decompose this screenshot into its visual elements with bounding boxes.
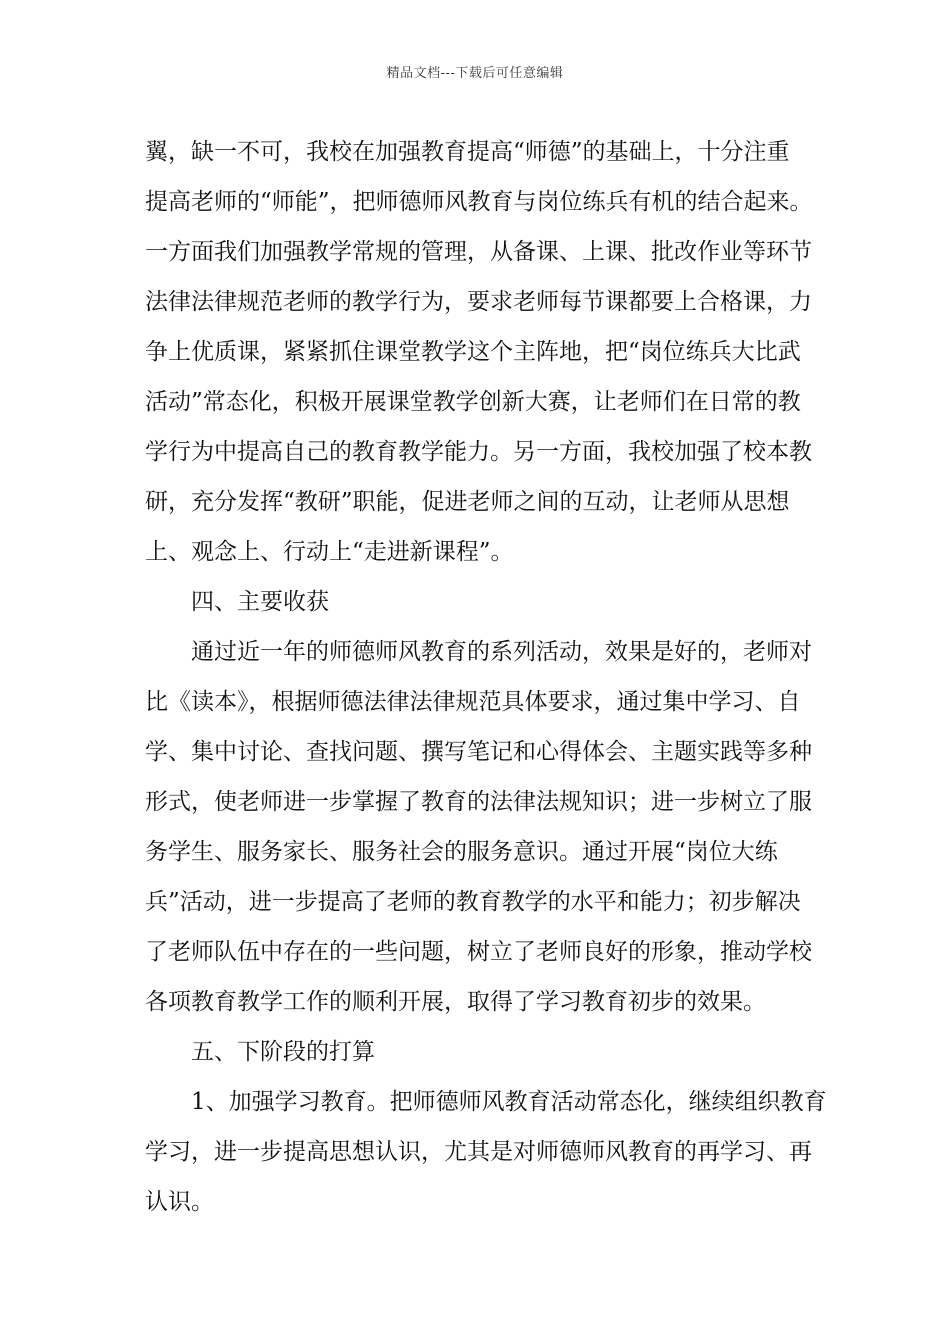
section-heading: 四、主要收获: [191, 589, 329, 615]
text-line: 比《读本》，根据师德法律法律规范具体要求，通过集中学习、自: [145, 689, 801, 715]
document-body: [145, 127, 825, 1227]
text-line: 法律法律规范老师的教学行为，要求老师每节课都要上合格课，力: [145, 289, 812, 315]
text-line: 形式，使老师进一步掌握了教育的法律法规知识；进一步树立了服: [145, 789, 812, 815]
text-line: 学、集中讨论、查找问题、撰写笔记和心得体会、主题实践等多种: [145, 739, 812, 765]
page-header: 精品文档---下载后可任意编辑: [386, 66, 564, 81]
text-line: 研，充分发挥“教研”职能，促进老师之间的互动，让老师从思想: [145, 489, 790, 515]
text-line: 活动”常态化，积极开展课堂教学创新大赛，让老师们在日常的教: [145, 389, 801, 415]
text-line: 兵”活动，进一步提高了老师的教育教学的水平和能力；初步解决: [145, 889, 801, 915]
text-line: 了老师队伍中存在的一些问题，树立了老师良好的形象，推动学校: [145, 939, 812, 965]
text-line: 争上优质课，紧紧抓住课堂教学这个主阵地，把“岗位练兵大比武: [145, 339, 801, 365]
text-line: 学行为中提高自己的教育教学能力。另一方面，我校加强了校本教: [145, 439, 812, 465]
text-line: 各项教育教学工作的顺利开展，取得了学习教育初步的效果。: [145, 989, 766, 1015]
paragraph-start: 1、加强学习教育。把师德师风教育活动常态化，继续组织教育: [191, 1089, 827, 1115]
section-heading: 五、下阶段的打算: [191, 1039, 375, 1065]
text-line: 一方面我们加强教学常规的管理，从备课、上课、批改作业等环节: [145, 239, 812, 265]
text-line: 务学生、服务家长、服务社会的服务意识。通过开展“岗位大练: [145, 839, 778, 865]
text-line: 提高老师的“师能”，把师德师风教育与岗位练兵有机的结合起来。: [145, 189, 813, 215]
text-line: 上、观念上、行动上“走进新课程”。: [145, 539, 514, 565]
text-line: 认识。: [145, 1189, 214, 1215]
text-line: 翼，缺一不可，我校在加强教育提高“师德”的基础上，十分注重: [145, 139, 790, 165]
text-line: 学习，进一步提高思想认识，尤其是对师德师风教育的再学习、再: [145, 1139, 812, 1165]
paragraph-start: 通过近一年的师德师风教育的系列活动，效果是好的，老师对: [191, 639, 812, 665]
